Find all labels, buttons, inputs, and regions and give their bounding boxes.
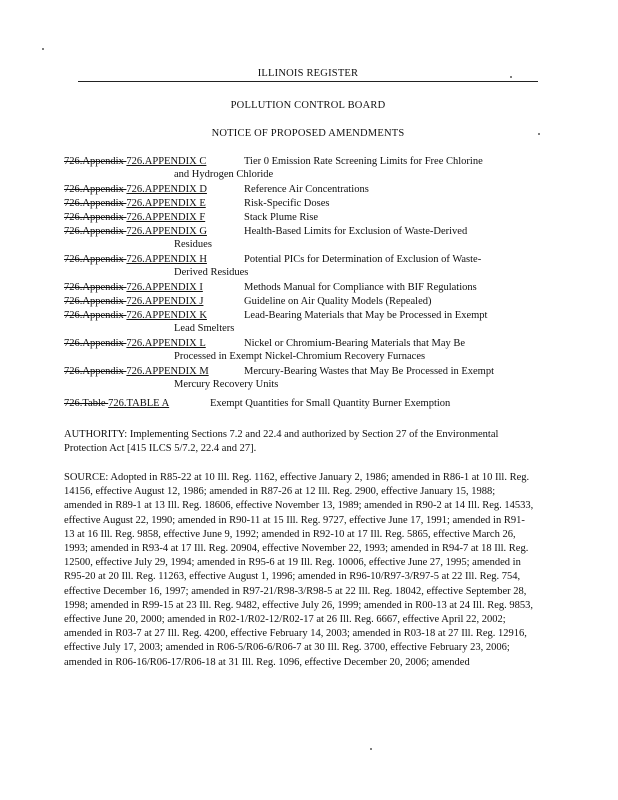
appendix-title: Health-Based Limits for Exclusion of Waste-Derived [244, 226, 468, 237]
inserted-ref: 726.APPENDIX M [126, 366, 209, 377]
inserted-ref: 726.APPENDIX J [126, 296, 204, 307]
appendix-entry [64, 253, 482, 278]
appendix-title: Mercury-Bearing Wastes that May Be Processed in Exempt [244, 366, 495, 377]
appendix-ref [64, 253, 207, 266]
appendix-title: Stack Plume Rise [244, 212, 319, 223]
appendix-ref [64, 397, 169, 410]
appendix-ref [64, 337, 206, 350]
deleted-ref: 726.Appendix [64, 226, 127, 237]
deleted-ref: 726.Appendix [64, 366, 127, 377]
deleted-ref: 726.Appendix [64, 212, 127, 223]
inserted-ref: 726.TABLE A [108, 398, 170, 409]
deleted-ref: 726.Appendix [64, 198, 127, 209]
appendix-title: Tier 0 Emission Rate Screening Limits for Free Chlorine [244, 156, 483, 167]
appendix-ref [64, 211, 205, 224]
appendix-ref [64, 309, 207, 322]
appendix-title: Risk-Specific Doses [244, 198, 330, 209]
inserted-ref: 726.APPENDIX L [126, 338, 206, 349]
appendix-entry [64, 337, 466, 362]
inserted-ref: 726.APPENDIX E [126, 198, 206, 209]
appendix-title-continued: Derived Residues [174, 267, 249, 278]
appendix-entry [64, 183, 369, 196]
deleted-ref: 726.Appendix [64, 310, 127, 321]
board-title: POLLUTION CONTROL BOARD [230, 100, 386, 111]
inserted-ref: 726.APPENDIX K [126, 310, 207, 321]
deleted-ref: 726.Appendix [64, 296, 127, 307]
scan-speck [370, 748, 372, 750]
appendix-ref [64, 295, 203, 308]
deleted-ref: 726.Table [64, 398, 109, 409]
appendix-entry [64, 281, 477, 294]
appendix-title-continued: and Hydrogen Chloride [174, 169, 274, 180]
appendix-ref [64, 197, 206, 210]
inserted-ref: 726.APPENDIX C [126, 156, 207, 167]
deleted-ref: 726.Appendix [64, 254, 127, 265]
appendix-entry [64, 309, 488, 334]
appendix-title-continued: Lead Smelters [174, 323, 235, 334]
deleted-ref: 726.Appendix [64, 338, 127, 349]
appendix-entry [64, 397, 451, 410]
appendix-title: Nickel or Chromium-Bearing Materials that May Be [244, 338, 466, 349]
appendix-title: Guideline on Air Quality Models (Repealed) [244, 296, 432, 307]
appendix-title-continued: Processed in Exempt Nickel-Chromium Recovery Furnaces [174, 351, 426, 362]
appendix-entry [64, 155, 483, 180]
appendix-title: Lead-Bearing Materials that May be Processed in Exempt [244, 310, 488, 321]
inserted-ref: 726.APPENDIX H [126, 254, 207, 265]
deleted-ref: 726.Appendix [64, 156, 127, 167]
appendix-title: Methods Manual for Compliance with BIF Regulations [244, 282, 477, 293]
inserted-ref: 726.APPENDIX D [126, 184, 207, 195]
inserted-ref: 726.APPENDIX G [126, 226, 207, 237]
appendix-entry [64, 295, 432, 308]
appendix-title: Potential PICs for Determination of Exclusion of Waste- [244, 254, 482, 265]
appendix-title-continued: Mercury Recovery Units [174, 379, 279, 390]
scan-speck [42, 48, 44, 50]
authority-paragraph: AUTHORITY: Implementing Sections 7.2 and 22.4 and authorized by Section 27 of the Environmental Protection Act [415 ILCS 5/7.2, 22.4 and 27]. [64, 429, 499, 455]
appendix-ref [64, 225, 207, 238]
deleted-ref: 726.Appendix [64, 184, 127, 195]
register-title: ILLINOIS REGISTER [257, 68, 359, 79]
scan-speck [538, 133, 540, 135]
header-rule [78, 81, 538, 82]
inserted-ref: 726.APPENDIX I [126, 282, 203, 293]
appendix-title: Reference Air Concentrations [244, 184, 369, 195]
appendix-ref [64, 365, 209, 378]
appendix-entry [64, 365, 495, 390]
appendix-entry [64, 225, 468, 250]
appendix-ref [64, 183, 207, 196]
notice-title: NOTICE OF PROPOSED AMENDMENTS [211, 128, 405, 139]
appendix-title-continued: Residues [174, 239, 212, 250]
appendix-entry [64, 197, 330, 210]
appendix-title: Exempt Quantities for Small Quantity Burner Exemption [210, 398, 451, 409]
source-paragraph: SOURCE: Adopted in R85-22 at 10 Ill. Reg. 1162, effective January 2, 1986; amended in R86-1 at 10 Ill. Reg. 14156, effective August 12, 1986; amended in R87-26 at 12 Ill. Reg. 2900, effective January 15, 1988; amended in R89-1 at 13 Ill. Reg. 18606, effective November 13, 1989; amended in R90-2 at 14 Ill. Reg. 14533, effective August 22, 1990; amended in R90-11 at 15 Ill. Reg. 9727, effective June 17, 1991; amended in R91-13 at 16 Ill. Reg. 9858, effective June 9, 1992; amended in R92-10 at 17 Ill. Reg. 5865, effective March 26, 1993; amended in R93-4 at 17 Ill. Reg. 20904, effective November 22, 1993; amended in R94-7 at 18 Ill. Reg. 12500, effective July 29, 1994; amended in R95-6 at 19 Ill. Reg. 10006, effective June 27, 1995; amended in R95-20 at 20 Ill. Reg. 11263, effective August 1, 1996; amended in R96-10/R97-3/R97-5 at 22 Ill. Reg. 754, effective December 16, 1997; amended in R97-21/R98-3/R98-5 at 22 Ill. Reg. 18042, effective September 28, 1998; amended in R99-15 at 23 Ill. Reg. 9482, effective July 26, 1999; amended in R00-13 at 24 Ill. Reg. 9853, effective June 20, 2000; amended in R02-1/R02-12/R02-17 at 26 Ill. Reg. 6667, effective April 22, 2002; amended in R03-7 at 27 Ill. Reg. 4200, effective February 14, 2003; amended in R03-18 at 27 Ill. Reg. 12916, effective July 17, 2003; amended in R06-5/R06-6/R06-7 at 30 Ill. Reg. 3700, effective February 23, 2006; amended in R06-16/R06-17/R06-18 at 31 Ill. Reg. 1096, effective December 20, 2006; amended [64, 472, 534, 668]
appendix-ref [64, 281, 203, 294]
appendix-entry [64, 211, 319, 224]
deleted-ref: 726.Appendix [64, 282, 127, 293]
inserted-ref: 726.APPENDIX F [126, 212, 206, 223]
appendix-ref [64, 155, 206, 168]
